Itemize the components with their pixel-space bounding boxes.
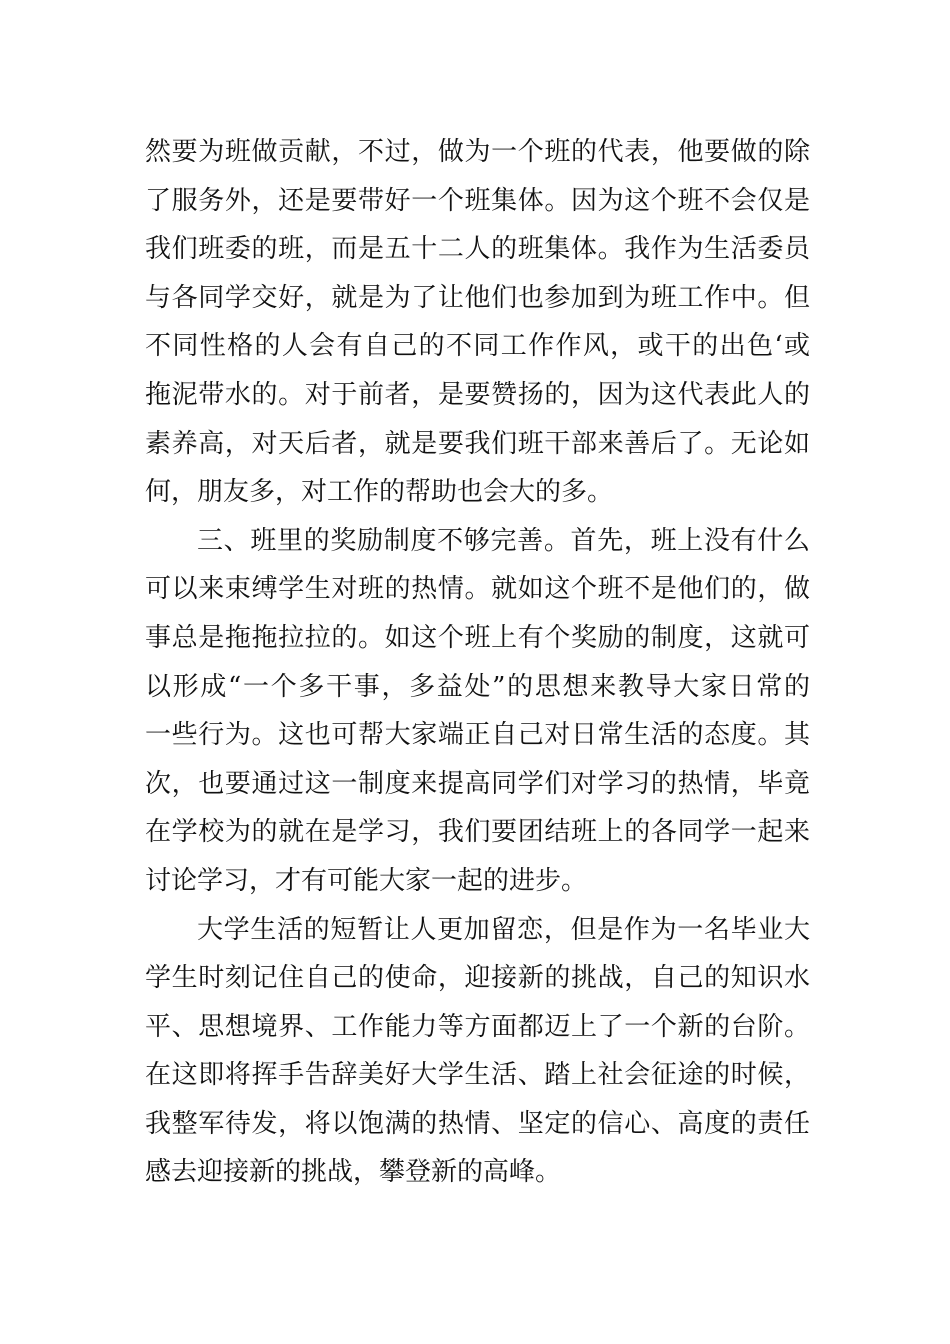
text-line: 我整军待发，将以饱满的热情、坚定的信心、高度的责任	[145, 1108, 810, 1139]
text-line: 一些行为。这也可帮大家端正自己对日常生活的态度。其	[145, 720, 810, 751]
text-line: 平、思想境界、工作能力等方面都迈上了一个新的台阶。	[145, 1011, 810, 1042]
text-line: 何，朋友多，对工作的帮助也会大的多。	[145, 477, 614, 508]
text-line: 我们班委的班，而是五十二人的班集体。我作为生活委员	[145, 234, 810, 265]
paragraph-first-line: 大学生活的短暂让人更加留恋，但是作为一名毕业大	[197, 914, 810, 945]
document-body	[145, 128, 810, 1197]
text-line: 拖泥带水的。对于前者，是要赞扬的，因为这代表此人的	[145, 379, 810, 410]
text-line: 事总是拖拖拉拉的。如这个班上有个奖励的制度，这就可	[145, 622, 810, 653]
paragraph-first-line: 三、班里的奖励制度不够完善。首先，班上没有什么	[197, 525, 810, 556]
text-line: 次，也要通过这一制度来提高同学们对学习的热情，毕竟	[145, 768, 810, 799]
text-line: 讨论学习，才有可能大家一起的进步。	[145, 865, 588, 896]
text-line: 学生时刻记住自己的使命，迎接新的挑战，自己的知识水	[145, 963, 810, 994]
text-line: 在这即将挥手告辞美好大学生活、踏上社会征途的时候，	[145, 1060, 810, 1091]
text-line: 以形成“一个多干事，多益处”的思想来教导大家日常的	[145, 671, 810, 702]
text-line: 与各同学交好，就是为了让他们也参加到为班工作中。但	[145, 282, 810, 313]
text-line: 不同性格的人会有自己的不同工作作风，或干的出色‘或	[145, 331, 810, 362]
text-line: 了服务外，还是要带好一个班集体。因为这个班不会仅是	[145, 185, 810, 216]
text-line: 感去迎接新的挑战，攀登新的高峰。	[145, 1157, 562, 1188]
text-line: 可以来束缚学生对班的热情。就如这个班不是他们的，做	[145, 574, 810, 605]
text-line: 然要为班做贡献，不过，做为一个班的代表，他要做的除	[145, 137, 810, 167]
text-line: 素养高，对天后者，就是要我们班干部来善后了。无论如	[145, 428, 810, 459]
text-line: 在学校为的就在是学习，我们要团结班上的各同学一起来	[145, 817, 810, 848]
